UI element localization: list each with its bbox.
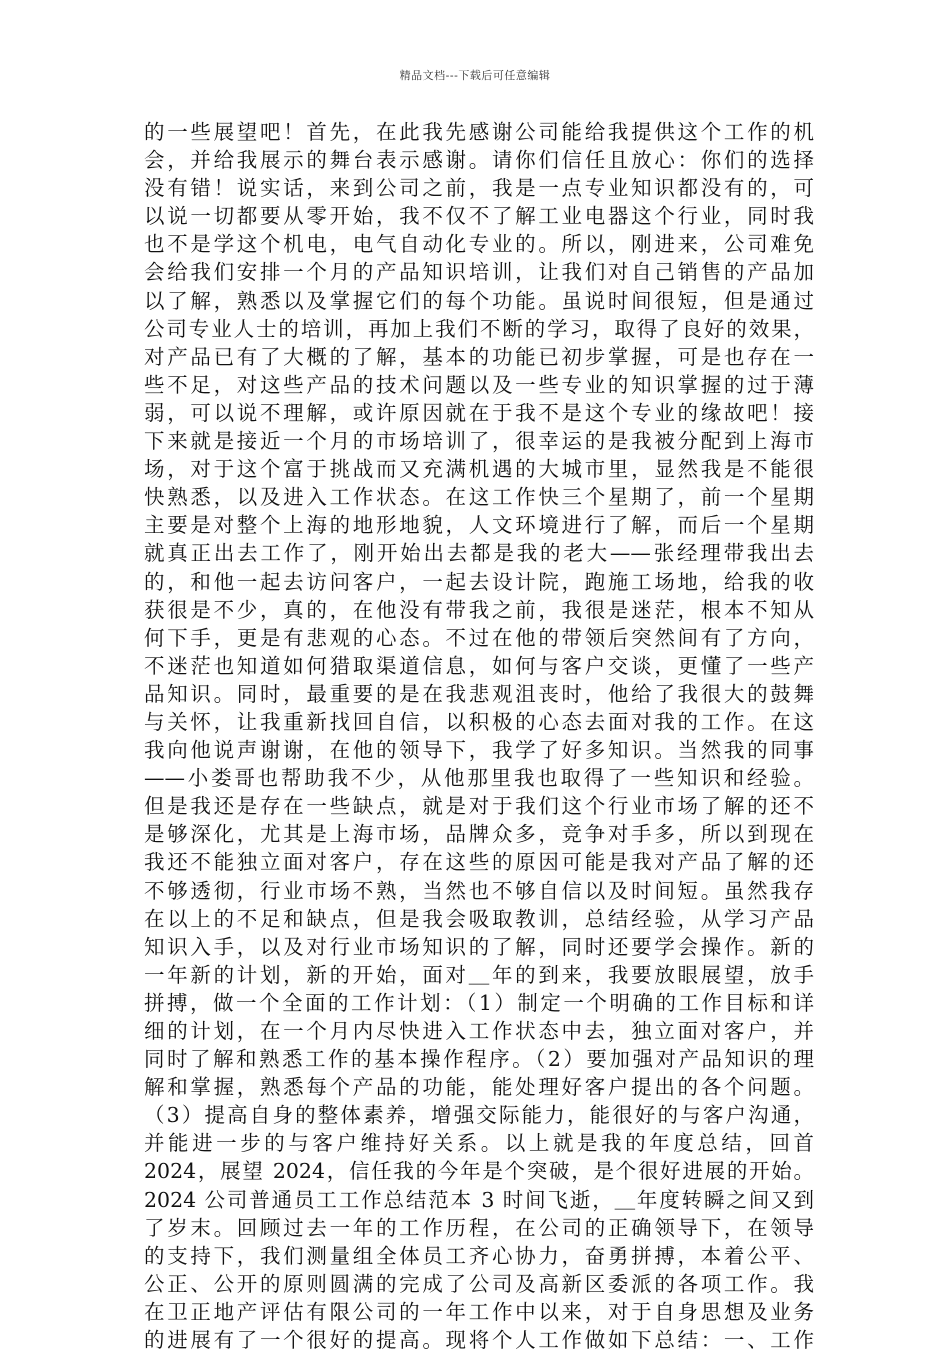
text-line: 没有错！说实话，来到公司之前，我是一点专业知识都没有的，可 (144, 176, 814, 201)
text-line: 细的计划，在一个月内尽快进入工作状态中去，独立面对客户，并 (144, 1019, 814, 1043)
text-line: 与关怀，让我重新找回自信，以积极的心态去面对我的工作。在这 (144, 709, 814, 734)
text-line: 主要是对整个上海的地形地貌，人文环境进行了解，而后一个星期 (144, 513, 814, 538)
text-line: 以了解，熟悉以及掌握它们的每个功能。虽说时间很短，但是通过 (144, 288, 814, 313)
text-line: 的一些展望吧！首先，在此我先感谢公司能给我提供这个工作的机 (144, 120, 814, 144)
document-body (144, 118, 814, 1354)
text-line: 的进展有了一个很好的提高。现将个人工作做如下总结：一、工作 (144, 1328, 814, 1353)
text-line: 的支持下，我们测量组全体员工齐心协力，奋勇拼搏，本着公平、 (144, 1243, 814, 1268)
text-line: 了岁末。回顾过去一年的工作历程，在公司的正确领导下，在领导 (144, 1215, 814, 1240)
text-line: 下来就是接近一个月的市场培训了，很幸运的是我被分配到上海市 (144, 429, 814, 454)
text-line: ——小娄哥也帮助我不少，从他那里我也取得了一些知识和经验。 (144, 766, 814, 791)
text-line: 会给我们安排一个月的产品知识培训，让我们对自己销售的产品加 (144, 260, 814, 285)
text-line: 我向他说声谢谢，在他的领导下，我学了好多知识。当然我的同事 (144, 738, 814, 763)
text-line: 品知识。同时，最重要的是在我悲观沮丧时，他给了我很大的鼓舞 (144, 681, 814, 706)
text-line: （3）提高自身的整体素养，增强交际能力，能很好的与客户沟通， (144, 1103, 814, 1128)
text-line: 会，并给我展示的舞台表示感谢。请你们信任且放心：你们的选择 (144, 148, 814, 173)
text-line: 知识入手，以及对行业市场知识的了解，同时还要学会操作。新的 (144, 934, 814, 959)
text-line: 不迷茫也知道如何猎取渠道信息，如何与客户交谈，更懂了一些产 (144, 653, 814, 678)
text-line: 2024，展望 2024，信任我的今年是个突破，是个很好进展的开始。 (144, 1159, 814, 1184)
text-line: 一年新的计划，新的开始，面对＿年的到来，我要放眼展望，放手 (144, 962, 814, 987)
text-line: 并能进一步的与客户维持好关系。以上就是我的年度总结，回首 (144, 1131, 814, 1156)
text-line: 获很是不少，真的，在他没有带我之前，我很是迷茫，根本不知从 (144, 597, 814, 622)
text-line: 我还不能独立面对客户，存在这些的原因可能是我对产品了解的还 (144, 850, 814, 875)
text-line: 拼搏，做一个全面的工作计划：（1）制定一个明确的工作目标和详 (144, 990, 814, 1015)
text-line: 公正、公开的原则圆满的完成了公司及高新区委派的各项工作。我 (144, 1271, 814, 1296)
text-line: 快熟悉，以及进入工作状态。在这工作快三个星期了，前一个星期 (144, 485, 814, 510)
text-line: 也不是学这个机电，电气自动化专业的。所以，刚进来，公司难免 (144, 232, 814, 257)
text-line: 但是我还是存在一些缺点，就是对于我们这个行业市场了解的还不 (144, 794, 814, 819)
text-line: 何下手，更是有悲观的心态。不过在他的带领后突然间有了方向， (144, 625, 814, 650)
text-line: 场，对于这个富于挑战而又充满机遇的大城市里，显然我是不能很 (144, 457, 814, 482)
text-line: 的，和他一起去访问客户，一起去设计院，跑施工场地，给我的收 (144, 569, 814, 594)
text-line: 解和掌握，熟悉每个产品的功能，能处理好客户提出的各个问题。 (144, 1075, 814, 1100)
text-line: 公司专业人士的培训，再加上我们不断的学习，取得了良好的效果， (144, 316, 814, 341)
text-line: 以说一切都要从零开始，我不仅不了解工业电器这个行业，同时我 (144, 204, 814, 229)
page-header: 精品文档---下载后可任意编辑 (399, 69, 551, 82)
text-line: 弱，可以说不理解，或许原因就在于我不是这个专业的缘故吧！接 (144, 400, 814, 425)
text-line: 在卫正地产评估有限公司的一年工作中以来，对于自身思想及业务 (144, 1299, 814, 1324)
text-line: 不够透彻，行业市场不熟，当然也不够自信以及时间短。虽然我存 (144, 878, 814, 903)
text-line: 些不足，对这些产品的技术问题以及一些专业的知识掌握的过于薄 (144, 372, 814, 397)
text-line: 是够深化，尤其是上海市场，品牌众多，竞争对手多，所以到现在 (144, 822, 814, 847)
text-line: 对产品已有了大概的了解，基本的功能已初步掌握，可是也存在一 (144, 344, 814, 369)
text-line: 2024 公司普通员工工作总结范本 3 时间飞逝，＿年度转瞬之间又到 (144, 1187, 814, 1212)
text-line: 就真正出去工作了，刚开始出去都是我的老大——张经理带我出去 (144, 541, 814, 566)
text-line: 同时了解和熟悉工作的基本操作程序。（2）要加强对产品知识的理 (144, 1047, 814, 1072)
text-line: 在以上的不足和缺点，但是我会吸取教训，总结经验，从学习产品 (144, 906, 814, 931)
